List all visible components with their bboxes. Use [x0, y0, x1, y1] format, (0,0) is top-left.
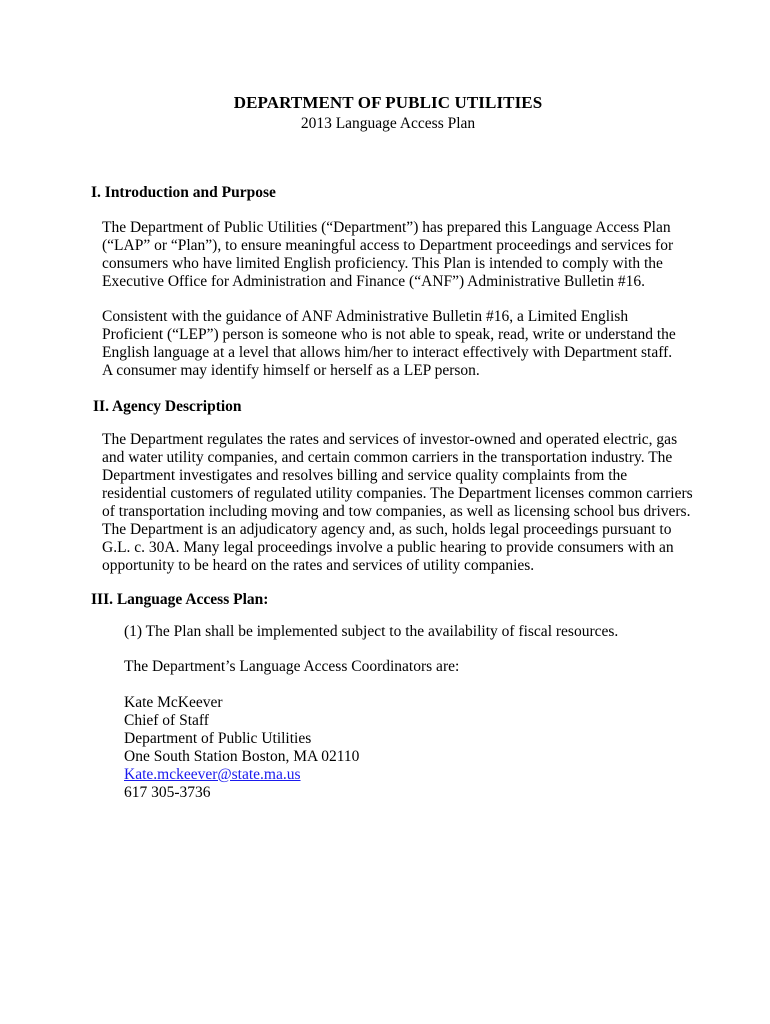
section-intro-heading: I. Introduction and Purpose [91, 184, 276, 201]
paragraph-line: of transportation including moving and tow companies, as well as licensing school bus drivers. [102, 503, 691, 520]
section-plan-heading: III. Language Access Plan: [91, 591, 269, 608]
paragraph-line: The Department of Public Utilities (“Department”) has prepared this Language Access Plan [102, 219, 671, 236]
paragraph-line: consumers who have limited English proficiency. This Plan is intended to comply with the [102, 255, 663, 272]
paragraph-line: residential customers of regulated utility companies. The Department licenses common carriers [102, 485, 693, 502]
paragraph-line: Department investigates and resolves billing and service quality complaints from the [102, 467, 628, 484]
intro-paragraph-1 [102, 219, 702, 291]
paragraph-line: Executive Office for Administration and Finance (“ANF”) Administrative Bulletin #16. [102, 273, 645, 290]
coordinators-intro: The Department’s Language Access Coordinators are: [124, 658, 460, 675]
document-subtitle: 2013 Language Access Plan [300, 115, 476, 132]
paragraph-line: (“LAP” or “Plan”), to ensure meaningful access to Department proceedings and services for [102, 237, 674, 254]
section-agency-heading: II. Agency Description [93, 398, 242, 415]
paragraph-line: A consumer may identify himself or herself as a LEP person. [102, 362, 480, 379]
contact-organization: Department of Public Utilities [124, 730, 312, 747]
paragraph-line: The Department regulates the rates and services of investor-owned and operated electric, gas [102, 431, 678, 448]
paragraph-line: and water utility companies, and certain common carriers in the transportation industry. The [102, 449, 673, 466]
contact-address: One South Station Boston, MA 02110 [124, 748, 360, 765]
contact-name: Kate McKeever [124, 694, 223, 711]
paragraph-line: English language at a level that allows him/her to interact effectively with Department staff. [102, 344, 673, 361]
contact-role: Chief of Staff [124, 712, 209, 729]
agency-paragraph [102, 431, 702, 575]
contact-phone: 617 305-3736 [124, 784, 211, 801]
paragraph-line: opportunity to be heard on the rates and services of utility companies. [102, 557, 535, 574]
plan-item-1: (1) The Plan shall be implemented subject to the availability of fiscal resources. [124, 623, 619, 640]
paragraph-line: The Department is an adjudicatory agency and, as such, holds legal proceedings pursuant to [102, 521, 672, 538]
contact-email-link[interactable]: Kate.mckeever@state.ma.us [124, 766, 301, 783]
paragraph-line: G.L. c. 30A. Many legal proceedings involve a public hearing to provide consumers with an [102, 539, 674, 556]
paragraph-line: Consistent with the guidance of ANF Administrative Bulletin #16, a Limited English [102, 308, 629, 325]
intro-paragraph-2 [102, 308, 702, 380]
document-title: DEPARTMENT OF PUBLIC UTILITIES [233, 93, 543, 112]
paragraph-line: Proficient (“LEP”) person is someone who is not able to speak, read, write or understand the [102, 326, 676, 343]
